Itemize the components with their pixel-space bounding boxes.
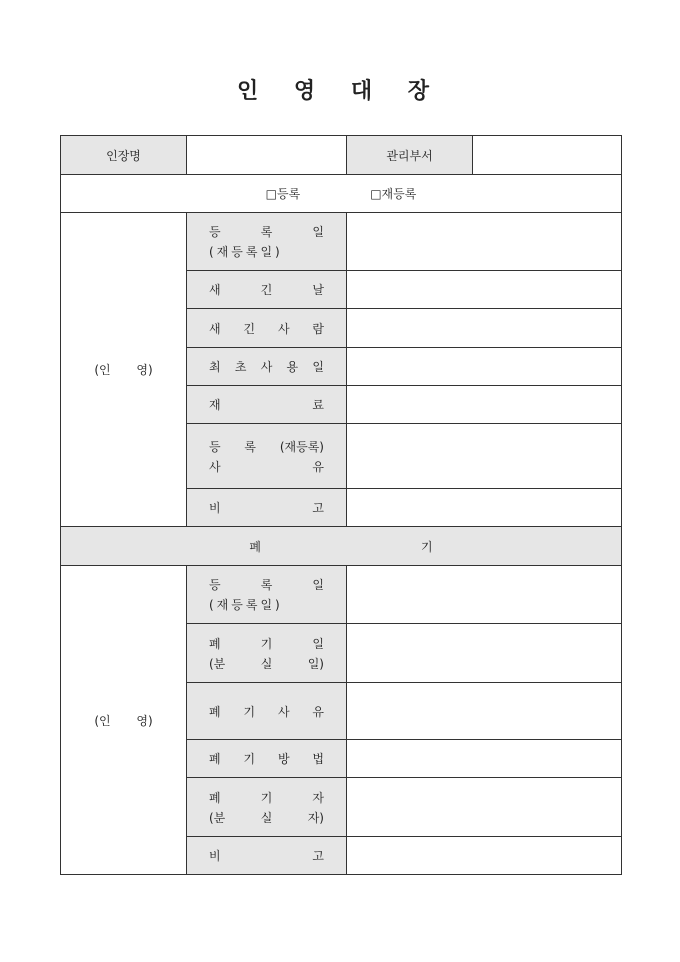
field-label: 비 고 [187, 837, 347, 875]
field-label: 새 긴 날 [187, 271, 347, 309]
field-value[interactable] [347, 566, 622, 624]
field-label: 폐 기 방 법 [187, 740, 347, 778]
field-value[interactable] [347, 683, 622, 740]
field-value[interactable] [347, 489, 622, 527]
field-value[interactable] [347, 624, 622, 683]
registration-options [61, 175, 622, 213]
disposal-header: 폐 기 [61, 527, 622, 566]
field-label: 최 초 사 용 일 [187, 348, 347, 386]
field-label: 재 료 [187, 386, 347, 424]
dept-label: 관리부서 [347, 136, 473, 175]
field-value[interactable] [347, 213, 622, 271]
seal-impression-area [61, 213, 187, 527]
field-value[interactable] [347, 778, 622, 837]
seal-impression-area [61, 566, 187, 875]
field-value[interactable] [347, 386, 622, 424]
field-label: 새 긴 사 람 [187, 309, 347, 348]
disposal-section [61, 566, 622, 875]
field-value[interactable] [347, 348, 622, 386]
page-title: 인 영 대 장 [237, 78, 443, 104]
reregister-checkbox[interactable]: □재등록 [370, 187, 417, 201]
seal-register-form [60, 135, 622, 875]
field-value[interactable] [347, 271, 622, 309]
field-label: 등 록 일 (재등록일) [187, 566, 347, 624]
seal-impression-label: (인 영) [94, 713, 153, 728]
field-value[interactable] [347, 424, 622, 489]
register-checkbox[interactable]: □등록 [265, 187, 301, 201]
field-value[interactable] [347, 309, 622, 348]
seal-name-field[interactable] [187, 136, 347, 175]
field-label: 비 고 [187, 489, 347, 527]
seal-name-label: 인장명 [61, 136, 187, 175]
field-value[interactable] [347, 837, 622, 875]
field-value[interactable] [347, 740, 622, 778]
seal-impression-label: (인 영) [94, 363, 153, 377]
registration-section [61, 213, 622, 527]
field-label: 폐 기 자 (분 실 자) [187, 778, 347, 837]
field-label: 폐 기 일 (분 실 일) [187, 624, 347, 683]
dept-field[interactable] [473, 136, 622, 175]
field-label: 폐 기 사 유 [187, 683, 347, 740]
field-label: 등 록 (재등록) 사 유 [187, 424, 347, 489]
field-label: 등 록 일 (재등록일) [187, 213, 347, 271]
